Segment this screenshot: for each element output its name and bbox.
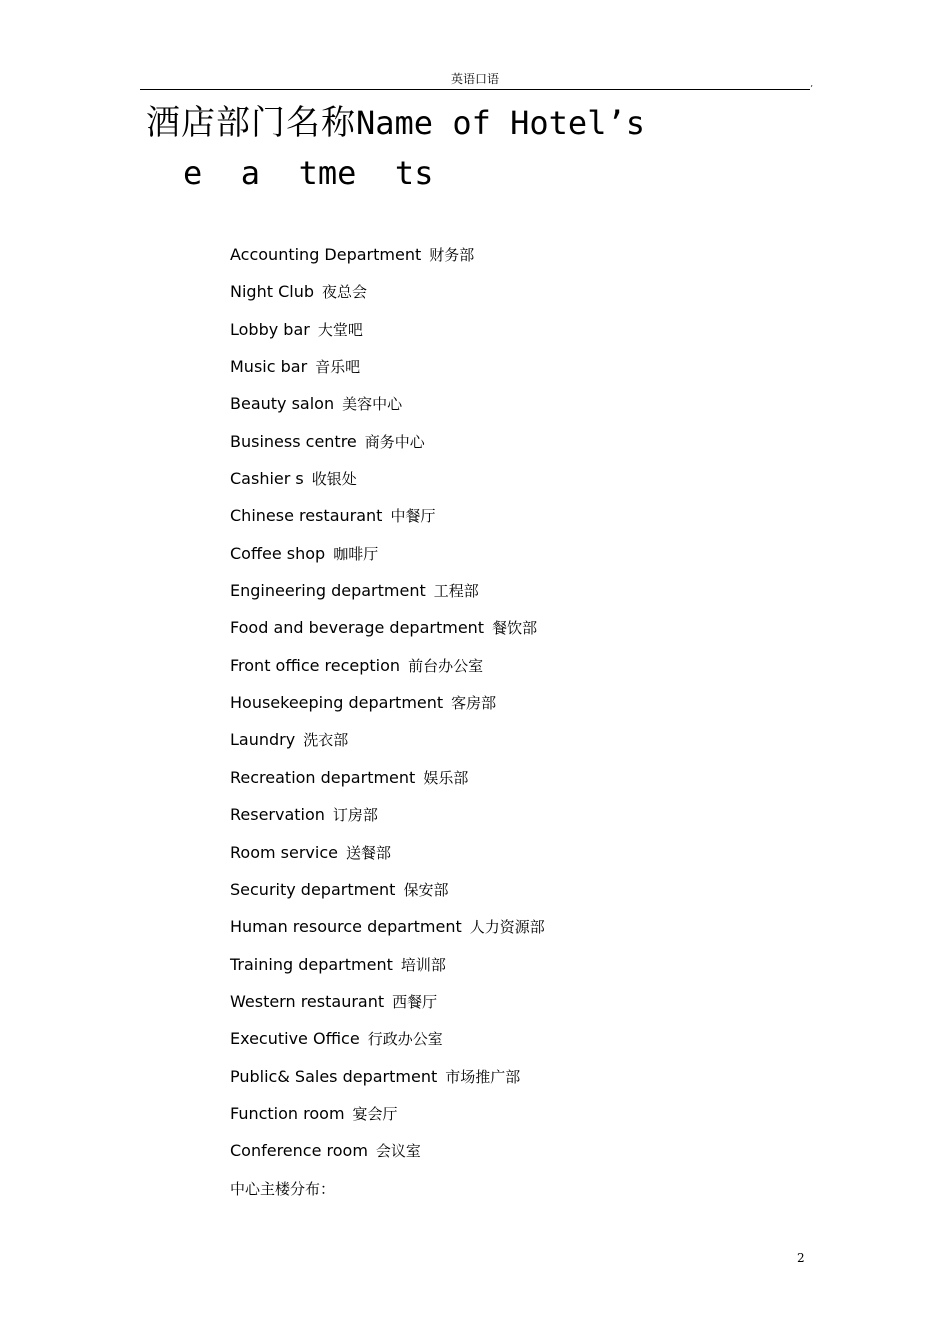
department-english-name: Security department — [230, 879, 396, 899]
department-item — [230, 1058, 545, 1095]
department-english-name: Recreation department — [230, 767, 416, 787]
department-chinese-name: 音乐吧 — [315, 358, 361, 377]
department-english-name: Western restaurant — [230, 991, 385, 1011]
department-chinese-name: 餐饮部 — [492, 619, 538, 638]
department-chinese-name: 工程部 — [433, 582, 479, 601]
department-item — [230, 273, 545, 310]
department-item — [230, 385, 545, 422]
title-english: Name of Hotel’s — [356, 104, 645, 142]
department-chinese-name: 送餐部 — [345, 843, 391, 862]
department-item — [230, 535, 545, 572]
section-note: 中心主楼分布： — [230, 1180, 336, 1198]
department-item — [230, 684, 545, 721]
department-item — [230, 647, 545, 684]
title-chinese: 酒店部门名称 — [146, 103, 356, 143]
department-english-name: Room service — [230, 842, 338, 862]
department-english-name: Reservation — [230, 805, 325, 825]
department-chinese-name: 收银处 — [311, 470, 357, 489]
header-mark: , — [810, 79, 813, 88]
department-chinese-name: 培训部 — [400, 955, 446, 974]
department-english-name: Public& Sales department — [230, 1066, 438, 1086]
department-chinese-name: 夜总会 — [321, 283, 367, 302]
department-english-name: Conference room — [230, 1141, 368, 1161]
department-english-name: Food and beverage department — [230, 618, 485, 638]
department-english-name: Cashier s — [230, 469, 304, 489]
department-english-name: Engineering department — [230, 581, 426, 601]
title-line-1 — [146, 98, 786, 148]
page-title — [146, 98, 786, 198]
department-item — [230, 236, 545, 273]
department-english-name: Human resource department — [230, 917, 462, 937]
department-english-name: Beauty salon — [230, 394, 335, 414]
department-item — [230, 1095, 545, 1132]
department-english-name: Function room — [230, 1103, 345, 1123]
department-item — [230, 497, 545, 534]
department-chinese-name: 人力资源部 — [469, 918, 545, 937]
department-chinese-name: 财务部 — [429, 246, 475, 264]
department-chinese-name: 客房部 — [451, 694, 497, 713]
page-header — [140, 70, 813, 90]
department-chinese-name: 娱乐部 — [423, 768, 469, 787]
department-chinese-name: 订房部 — [332, 806, 378, 825]
department-item — [230, 609, 545, 646]
department-item — [230, 946, 545, 983]
department-item — [230, 423, 545, 460]
department-item — [230, 796, 545, 833]
department-chinese-name: 市场推广部 — [445, 1067, 521, 1086]
department-item — [230, 759, 545, 796]
department-chinese-name: 中餐厅 — [390, 507, 436, 526]
department-item — [230, 871, 545, 908]
department-english-name: Chinese restaurant — [230, 506, 383, 526]
department-chinese-name: 商务中心 — [364, 432, 425, 451]
department-english-name: Accounting Department — [230, 245, 422, 264]
department-item — [230, 1020, 545, 1057]
department-english-name: Training department — [230, 954, 393, 974]
department-chinese-name: 洗衣部 — [303, 731, 349, 750]
department-list — [230, 236, 545, 1170]
department-item — [230, 311, 545, 348]
department-english-name: Laundry — [230, 730, 296, 750]
department-english-name: Executive Office — [230, 1029, 360, 1049]
department-english-name: Coffee shop — [230, 543, 326, 563]
department-chinese-name: 大堂吧 — [317, 320, 363, 339]
department-item — [230, 908, 545, 945]
department-item — [230, 834, 545, 871]
department-item — [230, 1132, 545, 1169]
department-english-name: Front office reception — [230, 655, 401, 675]
department-item — [230, 460, 545, 497]
department-item — [230, 348, 545, 385]
page-number: 2 — [797, 1251, 805, 1265]
department-chinese-name: 宴会厅 — [352, 1104, 398, 1123]
department-english-name: Housekeeping department — [230, 693, 444, 713]
department-chinese-name: 前台办公室 — [408, 656, 484, 675]
department-item — [230, 572, 545, 609]
department-chinese-name: 会议室 — [375, 1142, 421, 1161]
department-item — [230, 721, 545, 758]
department-english-name: Night Club — [230, 282, 314, 302]
department-chinese-name: 咖啡厅 — [333, 544, 379, 563]
department-chinese-name: 西餐厅 — [392, 992, 438, 1011]
title-english-continued: e a tme ts — [183, 154, 434, 192]
department-chinese-name: 行政办公室 — [367, 1030, 443, 1049]
department-english-name: Business centre — [230, 431, 357, 451]
department-english-name: Music bar — [230, 357, 308, 377]
header-text: 英语口语 — [450, 72, 499, 86]
department-chinese-name: 美容中心 — [342, 395, 403, 414]
department-english-name: Lobby bar — [230, 319, 310, 339]
department-chinese-name: 保安部 — [403, 880, 449, 899]
department-item — [230, 983, 545, 1020]
